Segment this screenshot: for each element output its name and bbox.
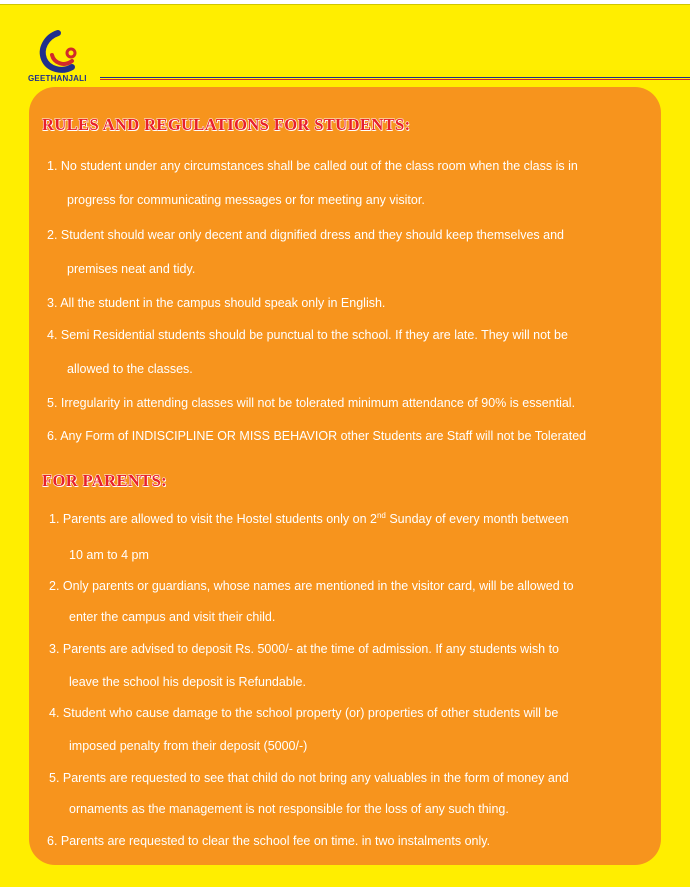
logo-wordmark: GEETHANJALI (28, 74, 87, 83)
students-item-1-line-2: progress for communicating messages or for meeting any visitor. (67, 193, 425, 207)
parents-item-1-line-2: 10 am to 4 pm (69, 548, 149, 562)
parents-item-5-line-2: ornaments as the management is not responsible for the loss of any such thing. (69, 802, 509, 816)
students-item-6: 6. Any Form of INDISCIPLINE OR MISS BEHAVIOR other Students are Staff will not be Tolerated (47, 429, 587, 443)
parents-item-5-line-1: 5. Parents are requested to see that child do not bring any valuables in the form of money and (49, 771, 569, 785)
header-rule-red (100, 79, 690, 80)
students-item-4-line-1: 4. Semi Residential students should be punctual to the school. If they are late. They will not be (47, 328, 568, 342)
header-rule-blue (100, 77, 690, 78)
parents-item-3-line-2: leave the school his deposit is Refundable. (69, 675, 306, 689)
parents-item-2-line-1: 2. Only parents or guardians, whose names are mentioned in the visitor card, will be allowed to (49, 579, 574, 593)
parents-item-4-line-2: imposed penalty from their deposit (5000/-) (69, 739, 308, 753)
students-heading: RULES AND REGULATIONS FOR STUDENTS: (42, 115, 411, 134)
parents-item-6: 6. Parents are requested to clear the school fee on time. in two instalments only. (47, 834, 491, 848)
students-item-5: 5. Irregularity in attending classes will not be tolerated minimum attendance of 90% is essential. (47, 396, 576, 410)
parents-item-1-line-1 (49, 511, 569, 527)
parents-heading: FOR PARENTS: (42, 471, 168, 490)
parents-item-1-text-end: Sunday of every month between (385, 512, 569, 526)
students-item-2-line-2: premises neat and tidy. (67, 262, 196, 276)
students-item-4-line-2: allowed to the classes. (67, 362, 193, 376)
rules-panel (29, 87, 661, 865)
parents-item-1-text: 1. Parents are allowed to visit the Hostel students only on 2 (49, 512, 377, 526)
parents-item-2-line-2: enter the campus and visit their child. (69, 610, 276, 624)
parents-item-3-line-1: 3. Parents are advised to deposit Rs. 5000/- at the time of admission. If any students wish to (49, 642, 559, 656)
students-item-1-line-1: 1. No student under any circumstances shall be called out of the class room when the class is in (47, 159, 578, 173)
document-page (0, 4, 690, 887)
parents-item-4-line-1: 4. Student who cause damage to the school property (or) properties of other students will be (49, 706, 559, 720)
students-item-2-line-1: 2. Student should wear only decent and dignified dress and they should keep themselves and (47, 228, 565, 242)
ordinal-suffix: nd (376, 510, 386, 520)
students-item-3: 3. All the student in the campus should speak only in English. (47, 296, 386, 310)
